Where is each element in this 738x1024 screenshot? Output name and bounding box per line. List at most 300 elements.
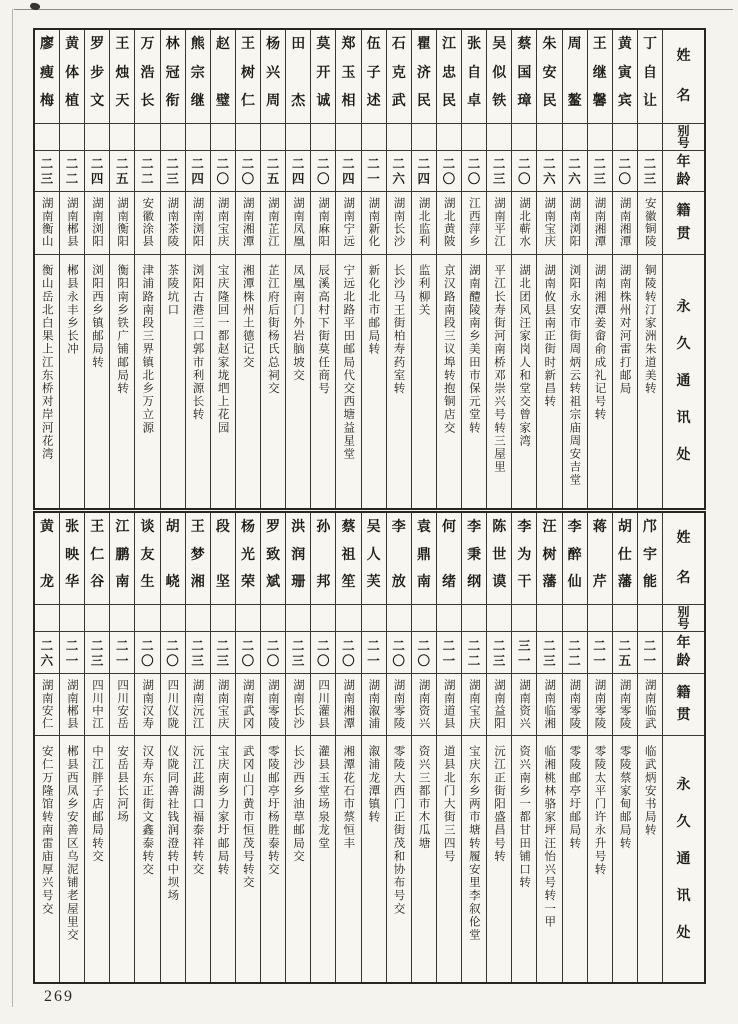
person-address-text: 湘潭花石市蔡恒丰 <box>342 745 357 850</box>
person-column <box>588 30 613 508</box>
person-address <box>110 736 134 982</box>
person-name <box>161 513 185 605</box>
char: 天 <box>115 93 130 109</box>
char: 致 <box>266 546 281 563</box>
char: 二 <box>65 156 79 171</box>
person-name <box>211 30 235 124</box>
char: 二 <box>116 637 129 653</box>
person-alias <box>412 605 436 632</box>
person-name <box>286 513 310 605</box>
char: 江 <box>115 519 130 535</box>
char: 久 <box>676 813 691 830</box>
person-age <box>161 632 185 674</box>
char: 寅 <box>617 64 632 81</box>
scan-top-rule <box>14 9 733 10</box>
person-column <box>588 513 613 982</box>
char: 号 <box>677 136 690 150</box>
char: 三 <box>593 171 606 186</box>
person-origin <box>613 192 637 255</box>
person-origin-text: 湖南溆浦 <box>367 679 382 730</box>
person-origin-text: 湖南浏阳 <box>90 197 105 248</box>
person-alias <box>588 605 612 632</box>
char: 〇 <box>618 171 632 186</box>
person-address <box>35 255 59 508</box>
person-alias <box>236 124 260 151</box>
char: 黄 <box>617 36 632 52</box>
scan-left-rule <box>12 9 13 1007</box>
person-age <box>35 151 59 192</box>
person-origin-text: 湖南湘潭 <box>593 197 608 248</box>
char: 王 <box>90 519 105 535</box>
char: 二 <box>191 156 204 171</box>
person-address-text: 湖北团风汪家岗人和堂交曾家湾 <box>518 264 533 448</box>
char: 王 <box>240 36 255 52</box>
person-name <box>412 513 436 605</box>
person-age <box>362 151 386 192</box>
char: 汪 <box>542 519 557 535</box>
person-name <box>362 513 386 605</box>
person-address-text: 长沙马王街柏寿药室转 <box>392 264 407 395</box>
person-address <box>110 255 134 508</box>
char: 〇 <box>442 171 456 186</box>
char: 干 <box>517 574 532 590</box>
char: 邝 <box>642 519 657 535</box>
person-origin-text: 湖南宝庆 <box>216 197 231 248</box>
person-address-text: 汉寿东正街文鑫泰转交 <box>141 745 156 876</box>
char: 田 <box>291 36 306 52</box>
person-column <box>336 30 361 508</box>
person-address-text: 湘潭株州土德记交 <box>241 264 256 369</box>
char: 二 <box>568 637 581 653</box>
person-address-text: 沅江正街阳盛昌号转 <box>492 745 507 863</box>
char: 二 <box>65 637 79 653</box>
char: 一 <box>367 171 380 186</box>
char: 名 <box>676 88 691 105</box>
char: 兴 <box>266 64 281 81</box>
char: 二 <box>65 171 79 186</box>
person-origin-text: 湖南零陵 <box>266 679 281 730</box>
person-origin <box>135 192 159 255</box>
person-address <box>588 255 612 508</box>
char: 让 <box>642 93 657 109</box>
char: 朱 <box>542 36 557 52</box>
person-name <box>336 513 360 605</box>
person-address-text: 湖南醴陵南乡美田市保元堂转 <box>467 264 482 435</box>
person-alias <box>638 605 662 632</box>
person-alias <box>211 124 235 151</box>
person-address-text: 零陵邮亭圩杨胜泰转交 <box>266 745 281 876</box>
person-origin-text: 湖南沅江 <box>191 679 206 730</box>
char: 三 <box>291 652 305 668</box>
person-alias <box>261 124 285 151</box>
person-name <box>311 30 335 124</box>
person-origin-text: 湖北黄陂 <box>442 197 457 248</box>
person-name <box>437 30 461 124</box>
person-column <box>261 513 286 982</box>
person-age <box>211 632 235 674</box>
person-alias <box>563 124 587 151</box>
char: 芹 <box>592 574 607 590</box>
person-name <box>286 30 310 124</box>
person-origin-text: 湖南湘潭 <box>241 197 256 248</box>
person-address-text: 津浦路南段三界镇北乡万立源 <box>141 264 156 435</box>
char: 段 <box>215 519 230 535</box>
person-age <box>537 632 561 674</box>
person-origin-text: 湖南安仁 <box>40 679 55 730</box>
directory-table-bottom <box>33 511 706 984</box>
char: 铁 <box>492 93 507 109</box>
char: 二 <box>266 156 280 171</box>
char: 诚 <box>316 93 331 109</box>
person-age <box>512 151 536 192</box>
person-origin-text: 湖南平江 <box>492 197 507 248</box>
char: 二 <box>442 637 456 653</box>
header-alias-label <box>663 605 704 632</box>
header-origin-label <box>663 192 704 255</box>
char: 斌 <box>266 574 281 590</box>
char: 四 <box>90 171 104 186</box>
char: 二 <box>543 156 556 171</box>
char: 年 <box>676 153 691 170</box>
person-column <box>563 30 588 508</box>
person-age <box>588 632 612 674</box>
person-address-text: 临湘桃林骆家坪汪怡兴号转一甲 <box>543 745 558 929</box>
char: 自 <box>467 64 482 81</box>
person-address-text: 溆浦龙潭镇转 <box>367 745 382 824</box>
person-alias <box>186 605 210 632</box>
char: 二 <box>40 156 54 171</box>
char: 张 <box>467 36 482 52</box>
person-name <box>135 30 159 124</box>
char: 周 <box>266 93 281 109</box>
person-address-text: 资兴三都市木瓜塘 <box>417 745 432 850</box>
person-origin-text: 湖南湘潭 <box>618 197 633 248</box>
person-origin-text: 湖南道县 <box>442 679 457 730</box>
person-alias <box>387 124 411 151</box>
char: 贯 <box>676 226 691 242</box>
person-name <box>412 30 436 124</box>
char: 放 <box>391 574 406 590</box>
char: 树 <box>240 64 255 81</box>
person-address-text: 武冈山门黄市恒茂号转交 <box>241 745 256 890</box>
person-column <box>462 30 487 508</box>
person-address <box>161 736 185 982</box>
header-name-label <box>663 30 704 124</box>
char: 能 <box>642 574 657 590</box>
person-address <box>537 255 561 508</box>
person-name <box>85 30 109 124</box>
person-address-text: 凤凰南门外岩脑坡交 <box>291 264 306 382</box>
char: 别 <box>677 124 690 138</box>
person-alias <box>60 605 84 632</box>
person-age <box>336 632 360 674</box>
person-alias <box>311 605 335 632</box>
person-address <box>563 736 587 982</box>
person-origin <box>35 192 59 255</box>
char: 〇 <box>216 171 230 186</box>
person-origin-text: 湖南麻阳 <box>317 197 332 248</box>
person-age <box>85 151 109 192</box>
char: 王 <box>592 36 607 52</box>
person-alias <box>613 605 637 632</box>
person-address <box>85 736 109 982</box>
char: 〇 <box>518 171 531 186</box>
char: 三 <box>166 171 179 186</box>
person-column <box>462 513 487 982</box>
person-address-text: 仪陇同善社钱润澄转中坝场 <box>166 745 181 903</box>
person-column <box>261 30 286 508</box>
person-age <box>387 632 411 674</box>
person-address-text: 安仁万隆馆转南雷庙厚兴号交 <box>40 745 55 916</box>
char: 二 <box>417 156 431 171</box>
person-age <box>462 151 486 192</box>
char: 杰 <box>291 93 306 109</box>
person-address <box>487 255 511 508</box>
person-address-text: 衡阳南乡铁广铺邮局转 <box>116 264 131 395</box>
person-address-text: 零陵蔡家甸邮局转 <box>618 745 633 850</box>
person-address-text: 资兴南乡一都甘田铺口转 <box>518 745 533 890</box>
char: 步 <box>90 64 105 81</box>
person-column <box>412 513 437 982</box>
char: 号 <box>677 617 690 631</box>
char: 江 <box>441 36 456 52</box>
person-age <box>412 632 436 674</box>
char: 二 <box>116 156 129 171</box>
person-origin-text: 江西萍乡 <box>467 197 482 248</box>
char: 三 <box>90 652 104 668</box>
char: 宇 <box>642 546 657 563</box>
person-column <box>387 513 412 982</box>
person-age <box>613 151 637 192</box>
person-alias <box>286 605 310 632</box>
char: 何 <box>441 519 456 535</box>
char: 宗 <box>190 64 205 81</box>
char: 芙 <box>366 574 381 590</box>
char: 相 <box>341 93 356 109</box>
person-origin-text: 四川仪陇 <box>166 679 181 730</box>
person-address-text: 零陵邮亭圩邮局转 <box>568 745 583 850</box>
person-column <box>161 513 186 982</box>
char: 洪 <box>291 519 306 535</box>
person-address <box>336 736 360 982</box>
char: 胡 <box>617 519 632 535</box>
person-name <box>462 513 486 605</box>
person-column <box>110 30 135 508</box>
person-column <box>186 513 211 982</box>
char: 吴 <box>366 519 381 535</box>
person-origin <box>161 192 185 255</box>
person-address-text: 临武炳安书局转 <box>643 745 658 837</box>
person-origin-text: 湖南衡阳 <box>116 197 131 248</box>
char: 通 <box>676 373 691 389</box>
person-address-text: 浏阳永安市街周炳云转祖宗庙周安吉堂 <box>568 264 583 487</box>
char: 李 <box>567 519 582 535</box>
char: 五 <box>116 171 129 186</box>
char: 五 <box>266 171 280 186</box>
person-alias <box>135 124 159 151</box>
char: 世 <box>492 546 507 563</box>
char: 三 <box>216 652 230 668</box>
char: 六 <box>40 652 54 668</box>
person-name <box>537 30 561 124</box>
char: 克 <box>391 64 406 81</box>
person-origin <box>512 192 536 255</box>
person-column <box>537 513 562 982</box>
char: 龙 <box>39 574 54 590</box>
char: 一 <box>518 652 531 668</box>
char: 丁 <box>642 36 657 52</box>
person-origin-text: 安徽涂县 <box>141 197 156 248</box>
person-address-text: 湖南株州对河雷打邮局 <box>618 264 633 395</box>
person-address <box>563 255 587 508</box>
header-age-label <box>663 151 704 192</box>
person-name <box>85 513 109 605</box>
header-origin-label <box>663 674 704 736</box>
person-origin <box>286 192 310 255</box>
person-origin <box>236 192 260 255</box>
person-origin-text: 湖北监利 <box>417 197 432 248</box>
char: 谷 <box>90 574 105 590</box>
char: 孙 <box>316 519 331 535</box>
person-column <box>437 30 462 508</box>
person-origin-text: 湖南郴县 <box>65 197 80 248</box>
char: 万 <box>140 36 155 52</box>
person-name <box>211 513 235 605</box>
person-name <box>462 30 486 124</box>
char: 廖 <box>39 36 54 52</box>
char: 仕 <box>617 546 632 563</box>
char: 张 <box>65 519 80 535</box>
person-age <box>311 151 335 192</box>
char: 赵 <box>215 36 230 52</box>
char: 二 <box>467 637 481 653</box>
person-origin-text: 湖南长沙 <box>291 679 306 730</box>
person-name <box>186 30 210 124</box>
char: 蒋 <box>592 519 607 535</box>
person-column <box>512 513 537 982</box>
person-origin <box>588 192 612 255</box>
header-address-label <box>663 255 704 508</box>
char: 杨 <box>240 519 255 535</box>
char: 讯 <box>676 410 691 426</box>
person-address <box>286 255 310 508</box>
person-alias <box>286 124 310 151</box>
char: 长 <box>140 93 155 109</box>
char: 一 <box>65 652 79 668</box>
person-column <box>60 30 85 508</box>
person-address <box>638 255 662 508</box>
person-origin <box>387 192 411 255</box>
person-name <box>236 30 260 124</box>
person-address-text: 新化北市邮局转 <box>367 264 382 356</box>
person-column <box>161 30 186 508</box>
person-origin <box>110 192 134 255</box>
person-name <box>437 513 461 605</box>
person-address <box>512 255 536 508</box>
person-origin-text: 湖南新化 <box>367 197 382 248</box>
person-address-text: 辰溪高村下街莫任商号 <box>317 264 332 395</box>
person-origin-text: 湖南凤凰 <box>291 197 306 248</box>
char: 一 <box>442 652 456 668</box>
char: 熊 <box>190 36 205 52</box>
person-origin-text: 湖南资兴 <box>518 679 533 730</box>
person-age <box>35 632 59 674</box>
char: 祖 <box>341 546 356 563</box>
person-age <box>286 632 310 674</box>
char: 姓 <box>676 530 691 547</box>
person-age <box>186 151 210 192</box>
char: 五 <box>618 652 632 668</box>
person-address <box>211 255 235 508</box>
char: 〇 <box>141 652 154 668</box>
person-age <box>236 151 260 192</box>
person-name <box>261 513 285 605</box>
person-age <box>613 632 637 674</box>
char: 民 <box>542 93 557 109</box>
person-origin-text: 湖南零陵 <box>618 679 633 730</box>
char: 烛 <box>115 64 130 81</box>
person-address <box>412 736 436 982</box>
person-age <box>462 632 486 674</box>
person-column <box>387 30 412 508</box>
char: 邦 <box>316 574 331 590</box>
char: 映 <box>65 546 80 563</box>
char: 〇 <box>317 171 330 186</box>
person-origin <box>186 192 210 255</box>
person-column <box>211 30 236 508</box>
char: 鳌 <box>567 93 582 109</box>
person-address <box>537 736 561 982</box>
person-origin-text: 湖南临武 <box>643 679 658 730</box>
char: 荣 <box>240 574 255 590</box>
person-name <box>638 513 662 605</box>
person-age <box>638 151 662 192</box>
person-origin <box>387 674 411 736</box>
char: 冠 <box>165 64 180 81</box>
person-name <box>588 30 612 124</box>
char: 二 <box>216 156 230 171</box>
char: 二 <box>241 637 255 653</box>
person-origin-text: 安徽铜陵 <box>643 197 658 248</box>
person-alias <box>161 605 185 632</box>
char: 人 <box>366 546 381 563</box>
char: 三 <box>191 652 204 668</box>
person-address-text: 监利柳关 <box>417 264 432 317</box>
person-origin <box>462 192 486 255</box>
person-origin-text: 湖南浏阳 <box>191 197 206 248</box>
char: 伍 <box>366 36 381 52</box>
char: 瞿 <box>416 36 431 52</box>
person-name <box>135 513 159 605</box>
person-age <box>387 151 411 192</box>
char: 龄 <box>676 171 691 188</box>
page-number: 269 <box>44 988 74 1005</box>
person-address-text: 宁远北路平田邮局代交西塘益星堂 <box>342 264 357 461</box>
person-origin-text: 湖南汉寿 <box>141 679 156 730</box>
person-address <box>362 736 386 982</box>
person-alias <box>487 605 511 632</box>
person-age <box>135 632 159 674</box>
person-age <box>286 151 310 192</box>
person-column <box>135 30 160 508</box>
person-origin <box>35 674 59 736</box>
person-name <box>311 513 335 605</box>
person-origin <box>85 192 109 255</box>
char: 醉 <box>567 546 582 563</box>
person-origin-text: 湖南茶陵 <box>166 197 181 248</box>
char: 瘦 <box>39 64 54 81</box>
char: 二 <box>141 156 154 171</box>
